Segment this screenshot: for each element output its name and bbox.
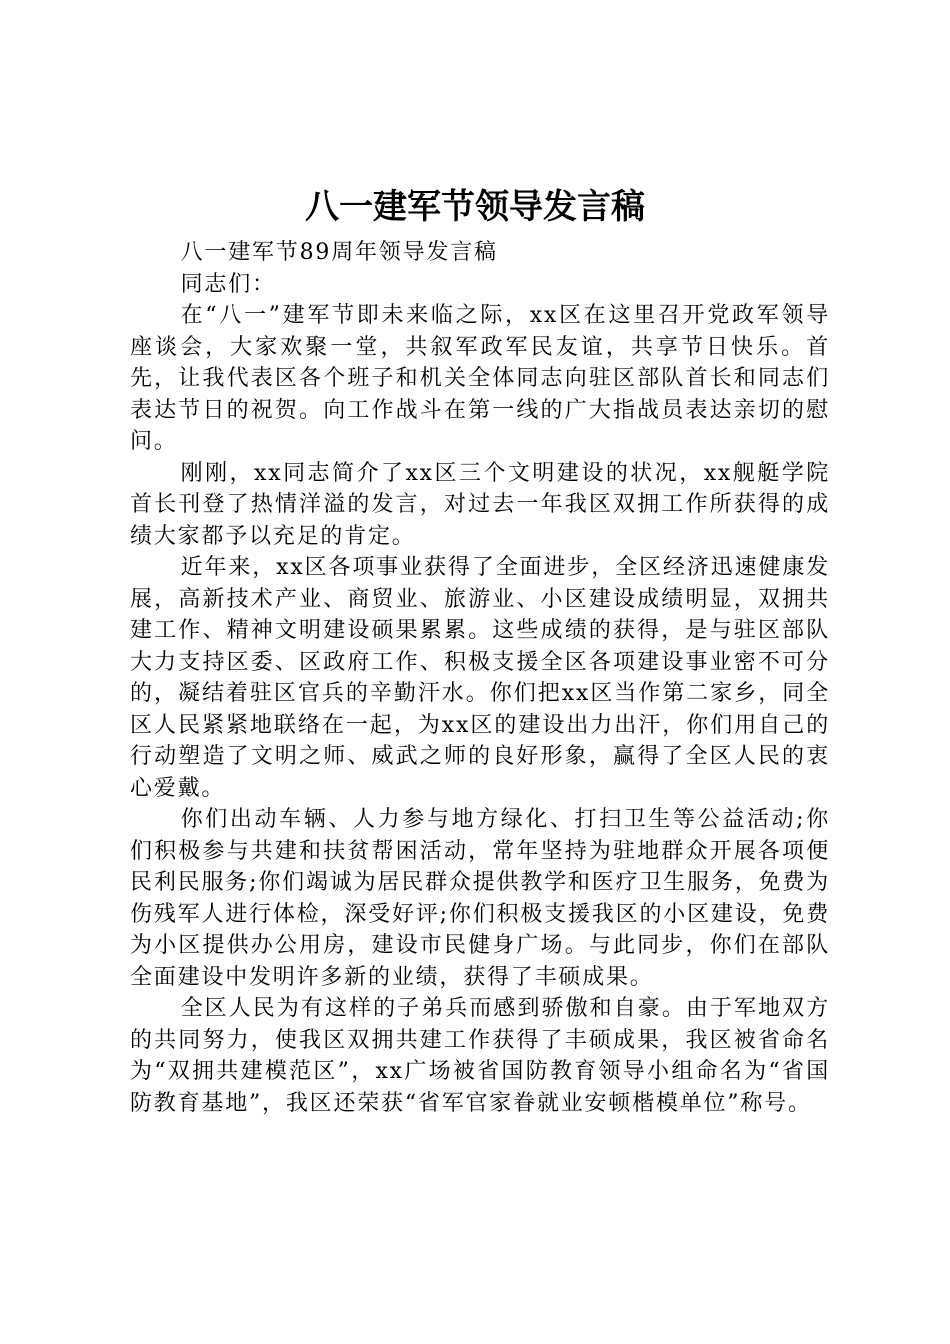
body-paragraph: 刚刚，xx同志简介了xx区三个文明建设的状况，xx舰艇学院首长刊登了热情洋溢的发言，对过去一年我区双拥工作所获得的成绩大家都予以充足的肯定。 (130, 460, 830, 549)
body-paragraph: 在“八一”建军节即未来临之际，xx区在这里召开党政军领导座谈会，大家欢聚一堂，共叙军政军民友谊，共享节日快乐。首先，让我代表区各个班子和机关全体同志向驻区部队首长和同志们表达节日的祝贺。向工作战斗在第一线的广大指战员表达亲切的慰问。 (130, 303, 830, 454)
document-title: 八一建军节领导发言稿 (305, 187, 645, 227)
subtitle-paragraph: 八一建军节89周年领导发言稿 (180, 240, 498, 265)
document-body (130, 237, 830, 1119)
body-paragraph: 近年来，xx区各项事业获得了全面进步，全区经济迅速健康发展，高新技术产业、商贸业、旅游业、小区建设成绩明显，双拥共建工作、精神文明建设硕果累累。这些成绩的获得，是与驻区部队大力支持区委、区政府工作、积极支援全区各项建设事业密不可分的，凝结着驻区官兵的辛勤汗水。你们把xx区当作第二家乡，同全区人民紧紧地联络在一起，为xx区的建设出力出汗，你们用自己的行动塑造了文明之师、威武之师的良好形象，赢得了全区人民的衷心爱戴。 (130, 555, 830, 801)
salutation-paragraph: 同志们： (180, 271, 276, 297)
body-paragraph: 全区人民为有这样的子弟兵而感到骄傲和自豪。由于军地双方的共同努力，使我区双拥共建工作获得了丰硕成果，我区被省命名为“双拥共建模范区”，xx广场被省国防教育领导小组命名为“省国防教育基地”，我区还荣获“省军官家眷就业安顿楷模单位”称号。 (130, 996, 830, 1116)
body-paragraph: 你们出动车辆、人力参与地方绿化、打扫卫生等公益活动;你们积极参与共建和扶贫帮困活动，常年坚持为驻地群众开展各项便民利民服务;你们竭诚为居民群众提供教学和医疗卫生服务，免费为伤残军人进行体检，深受好评;你们积极支援我区的小区建设，免费为小区提供办公用房，建设市民健身广场。与此同步，你们在部队全面建设中发明许多新的业绩，获得了丰硕成果。 (130, 807, 830, 990)
